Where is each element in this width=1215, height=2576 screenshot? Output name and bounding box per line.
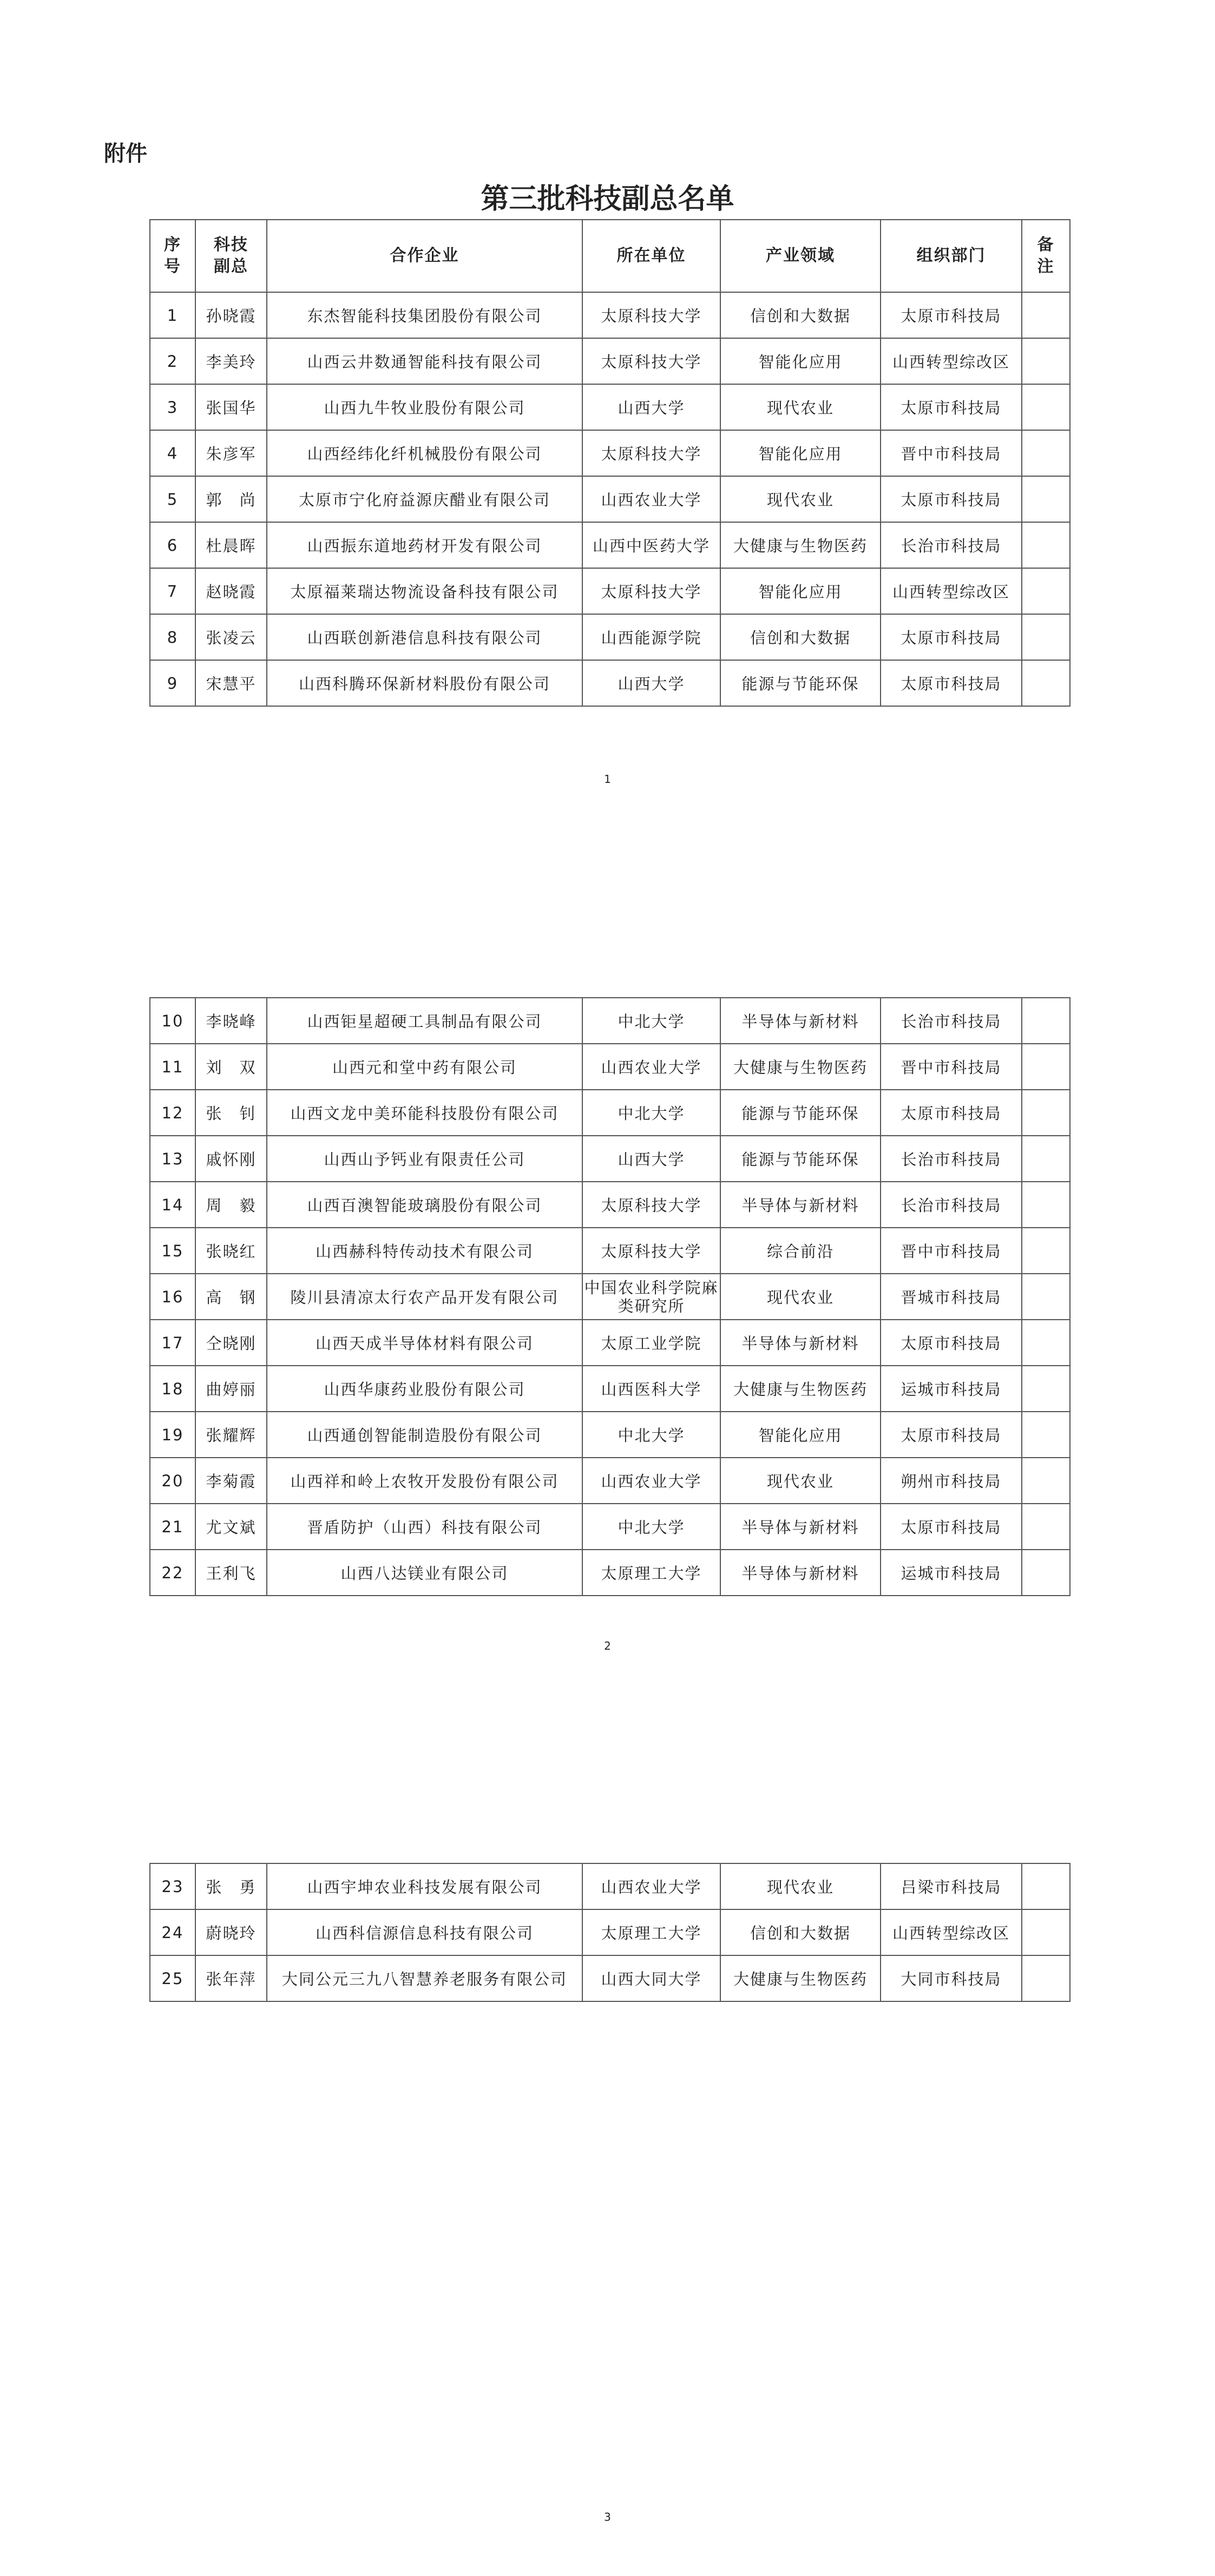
cell-enterprise: 大同公元三九八智慧养老服务有限公司: [267, 1955, 582, 2001]
table-row: [150, 1909, 1070, 1955]
cell-enterprise: 山西云井数通智能科技有限公司: [267, 338, 582, 384]
table-row: [150, 614, 1070, 660]
cell-unit: 山西大学: [582, 1136, 720, 1182]
cell-field: 大健康与生物医药: [720, 522, 881, 568]
cell-remark: [1022, 1274, 1070, 1320]
table-row: [150, 568, 1070, 614]
cell-enterprise: 太原福莱瑞达物流设备科技有限公司: [267, 568, 582, 614]
document-title: 第三批科技副总名单: [481, 182, 734, 215]
table-row: [150, 1044, 1070, 1090]
cell-enterprise: 山西科腾环保新材料股份有限公司: [267, 660, 582, 706]
cell-no: 9: [150, 660, 195, 706]
cell-name: 郭 尚: [195, 476, 267, 522]
vp-table-page-3: [149, 1863, 1070, 2002]
cell-remark: [1022, 1863, 1070, 1909]
table-row: [150, 1504, 1070, 1550]
table-row: [150, 1458, 1070, 1504]
cell-no: 12: [150, 1090, 195, 1136]
cell-name: 张耀辉: [195, 1412, 267, 1458]
cell-unit: 太原理工大学: [582, 1909, 720, 1955]
cell-no: 24: [150, 1909, 195, 1955]
cell-unit: 太原科技大学: [582, 1228, 720, 1274]
cell-field: 半导体与新材料: [720, 1182, 881, 1228]
cell-org: 太原市科技局: [881, 1504, 1022, 1550]
header-enterprise: 合作企业: [267, 220, 582, 292]
cell-unit: 太原科技大学: [582, 292, 720, 338]
cell-no: 10: [150, 998, 195, 1044]
cell-enterprise: 山西科信源信息科技有限公司: [267, 1909, 582, 1955]
cell-remark: [1022, 522, 1070, 568]
cell-unit: 中国农业科学院麻类研究所: [582, 1274, 720, 1320]
cell-unit: 山西医科大学: [582, 1366, 720, 1412]
header-vp: 科技 副总: [195, 220, 267, 292]
cell-unit: 中北大学: [582, 1412, 720, 1458]
cell-name: 蔚晓玲: [195, 1909, 267, 1955]
cell-field: 智能化应用: [720, 338, 881, 384]
cell-unit: 太原科技大学: [582, 338, 720, 384]
cell-org: 吕梁市科技局: [881, 1863, 1022, 1909]
cell-org: 晋中市科技局: [881, 1044, 1022, 1090]
cell-field: 信创和大数据: [720, 292, 881, 338]
cell-remark: [1022, 568, 1070, 614]
cell-field: 智能化应用: [720, 430, 881, 476]
cell-remark: [1022, 1228, 1070, 1274]
cell-no: 7: [150, 568, 195, 614]
cell-name: 李菊霞: [195, 1458, 267, 1504]
cell-no: 23: [150, 1863, 195, 1909]
cell-field: 大健康与生物医药: [720, 1366, 881, 1412]
table-row: [150, 522, 1070, 568]
cell-no: 4: [150, 430, 195, 476]
cell-no: 22: [150, 1550, 195, 1596]
table-row: [150, 1550, 1070, 1596]
cell-org: 长治市科技局: [881, 1136, 1022, 1182]
cell-remark: [1022, 292, 1070, 338]
cell-no: 20: [150, 1458, 195, 1504]
cell-field: 半导体与新材料: [720, 1550, 881, 1596]
header-org: 组织部门: [881, 220, 1022, 292]
table-row: [150, 1320, 1070, 1366]
cell-remark: [1022, 998, 1070, 1044]
table-row: [150, 476, 1070, 522]
cell-name: 宋慧平: [195, 660, 267, 706]
cell-remark: [1022, 1412, 1070, 1458]
cell-remark: [1022, 338, 1070, 384]
cell-remark: [1022, 660, 1070, 706]
cell-field: 半导体与新材料: [720, 1320, 881, 1366]
table-row: [150, 1955, 1070, 2001]
cell-field: 能源与节能环保: [720, 1136, 881, 1182]
table-row: [150, 1274, 1070, 1320]
cell-unit: 中北大学: [582, 1090, 720, 1136]
cell-org: 太原市科技局: [881, 1090, 1022, 1136]
cell-enterprise: 山西元和堂中药有限公司: [267, 1044, 582, 1090]
cell-unit: 山西大学: [582, 384, 720, 430]
cell-no: 3: [150, 384, 195, 430]
cell-enterprise: 太原市宁化府益源庆醋业有限公司: [267, 476, 582, 522]
cell-enterprise: 山西振东道地药材开发有限公司: [267, 522, 582, 568]
page-number-3: 3: [604, 2511, 611, 2524]
table-row: [150, 660, 1070, 706]
cell-name: 高 钢: [195, 1274, 267, 1320]
cell-enterprise: 山西钜星超硬工具制品有限公司: [267, 998, 582, 1044]
cell-no: 16: [150, 1274, 195, 1320]
cell-name: 张晓红: [195, 1228, 267, 1274]
cell-no: 11: [150, 1044, 195, 1090]
cell-remark: [1022, 1504, 1070, 1550]
cell-no: 15: [150, 1228, 195, 1274]
table-header-row: [150, 220, 1070, 292]
cell-enterprise: 山西百澳智能玻璃股份有限公司: [267, 1182, 582, 1228]
cell-enterprise: 山西九牛牧业股份有限公司: [267, 384, 582, 430]
cell-enterprise: 山西联创新港信息科技有限公司: [267, 614, 582, 660]
cell-org: 长治市科技局: [881, 1182, 1022, 1228]
cell-no: 18: [150, 1366, 195, 1412]
table-row: [150, 1412, 1070, 1458]
cell-org: 大同市科技局: [881, 1955, 1022, 2001]
cell-field: 能源与节能环保: [720, 1090, 881, 1136]
cell-name: 杜晨晖: [195, 522, 267, 568]
cell-remark: [1022, 1090, 1070, 1136]
cell-field: 信创和大数据: [720, 1909, 881, 1955]
cell-field: 半导体与新材料: [720, 998, 881, 1044]
cell-name: 孙晓霞: [195, 292, 267, 338]
cell-enterprise: 山西文龙中美环能科技股份有限公司: [267, 1090, 582, 1136]
cell-remark: [1022, 1044, 1070, 1090]
cell-no: 1: [150, 292, 195, 338]
cell-unit: 山西大同大学: [582, 1955, 720, 2001]
cell-enterprise: 山西八达镁业有限公司: [267, 1550, 582, 1596]
cell-enterprise: 山西赫科特传动技术有限公司: [267, 1228, 582, 1274]
cell-field: 半导体与新材料: [720, 1504, 881, 1550]
cell-enterprise: 山西通创智能制造股份有限公司: [267, 1412, 582, 1458]
cell-remark: [1022, 1550, 1070, 1596]
header-unit: 所在单位: [582, 220, 720, 292]
cell-name: 张 勇: [195, 1863, 267, 1909]
cell-enterprise: 山西宇坤农业科技发展有限公司: [267, 1863, 582, 1909]
cell-name: 朱彦军: [195, 430, 267, 476]
table-row: [150, 1136, 1070, 1182]
cell-name: 张 钊: [195, 1090, 267, 1136]
annex-label: 附件: [104, 141, 147, 166]
cell-unit: 山西农业大学: [582, 1458, 720, 1504]
table-row: [150, 1090, 1070, 1136]
table-row: [150, 338, 1070, 384]
table-row: [150, 292, 1070, 338]
cell-org: 太原市科技局: [881, 1412, 1022, 1458]
cell-name: 尤文斌: [195, 1504, 267, 1550]
cell-field: 现代农业: [720, 476, 881, 522]
cell-remark: [1022, 1458, 1070, 1504]
cell-remark: [1022, 384, 1070, 430]
cell-name: 张国华: [195, 384, 267, 430]
cell-field: 现代农业: [720, 1274, 881, 1320]
cell-remark: [1022, 1909, 1070, 1955]
cell-name: 张年萍: [195, 1955, 267, 2001]
cell-no: 8: [150, 614, 195, 660]
cell-remark: [1022, 1955, 1070, 2001]
header-field: 产业领域: [720, 220, 881, 292]
cell-no: 14: [150, 1182, 195, 1228]
cell-org: 山西转型综改区: [881, 1909, 1022, 1955]
cell-field: 综合前沿: [720, 1228, 881, 1274]
cell-no: 19: [150, 1412, 195, 1458]
cell-enterprise: 山西华康药业股份有限公司: [267, 1366, 582, 1412]
cell-field: 现代农业: [720, 384, 881, 430]
cell-unit: 太原理工大学: [582, 1550, 720, 1596]
cell-field: 信创和大数据: [720, 614, 881, 660]
table-row: [150, 1366, 1070, 1412]
cell-name: 张凌云: [195, 614, 267, 660]
cell-org: 太原市科技局: [881, 292, 1022, 338]
cell-org: 长治市科技局: [881, 522, 1022, 568]
cell-unit: 山西大学: [582, 660, 720, 706]
cell-field: 大健康与生物医药: [720, 1044, 881, 1090]
page-number-2: 2: [604, 1639, 611, 1652]
cell-remark: [1022, 1320, 1070, 1366]
cell-name: 李美玲: [195, 338, 267, 384]
page-number-1: 1: [604, 773, 611, 786]
cell-field: 智能化应用: [720, 568, 881, 614]
cell-name: 李晓峰: [195, 998, 267, 1044]
cell-no: 13: [150, 1136, 195, 1182]
cell-org: 太原市科技局: [881, 660, 1022, 706]
table-row: [150, 1182, 1070, 1228]
cell-name: 王利飞: [195, 1550, 267, 1596]
cell-field: 现代农业: [720, 1458, 881, 1504]
table-row: [150, 384, 1070, 430]
cell-org: 长治市科技局: [881, 998, 1022, 1044]
cell-enterprise: 山西祥和岭上农牧开发股份有限公司: [267, 1458, 582, 1504]
cell-remark: [1022, 614, 1070, 660]
cell-enterprise: 东杰智能科技集团股份有限公司: [267, 292, 582, 338]
cell-org: 太原市科技局: [881, 1320, 1022, 1366]
cell-no: 5: [150, 476, 195, 522]
cell-org: 晋中市科技局: [881, 430, 1022, 476]
cell-name: 刘 双: [195, 1044, 267, 1090]
cell-enterprise: 晋盾防护（山西）科技有限公司: [267, 1504, 582, 1550]
cell-enterprise: 山西山予钙业有限责任公司: [267, 1136, 582, 1182]
table-row: [150, 1863, 1070, 1909]
cell-remark: [1022, 430, 1070, 476]
cell-org: 山西转型综改区: [881, 338, 1022, 384]
cell-name: 戚怀刚: [195, 1136, 267, 1182]
cell-unit: 山西农业大学: [582, 1863, 720, 1909]
cell-remark: [1022, 1366, 1070, 1412]
vp-table-page-1: [149, 219, 1070, 707]
cell-enterprise: 山西天成半导体材料有限公司: [267, 1320, 582, 1366]
cell-org: 晋城市科技局: [881, 1274, 1022, 1320]
cell-unit: 太原科技大学: [582, 568, 720, 614]
header-no: 序 号: [150, 220, 195, 292]
cell-unit: 太原科技大学: [582, 1182, 720, 1228]
cell-enterprise: 山西经纬化纤机械股份有限公司: [267, 430, 582, 476]
cell-org: 晋中市科技局: [881, 1228, 1022, 1274]
cell-no: 25: [150, 1955, 195, 2001]
cell-org: 太原市科技局: [881, 384, 1022, 430]
header-remark: 备 注: [1022, 220, 1070, 292]
cell-unit: 太原科技大学: [582, 430, 720, 476]
cell-name: 仝晓刚: [195, 1320, 267, 1366]
cell-unit: 山西能源学院: [582, 614, 720, 660]
cell-org: 山西转型综改区: [881, 568, 1022, 614]
cell-remark: [1022, 1182, 1070, 1228]
cell-org: 运城市科技局: [881, 1366, 1022, 1412]
cell-no: 2: [150, 338, 195, 384]
cell-unit: 太原工业学院: [582, 1320, 720, 1366]
table-row: [150, 430, 1070, 476]
table-row: [150, 998, 1070, 1044]
cell-org: 运城市科技局: [881, 1550, 1022, 1596]
cell-unit: 山西农业大学: [582, 476, 720, 522]
cell-no: 21: [150, 1504, 195, 1550]
cell-name: 周 毅: [195, 1182, 267, 1228]
cell-unit: 中北大学: [582, 998, 720, 1044]
cell-field: 智能化应用: [720, 1412, 881, 1458]
vp-table-page-2: [149, 997, 1070, 1596]
cell-org: 太原市科技局: [881, 476, 1022, 522]
cell-org: 朔州市科技局: [881, 1458, 1022, 1504]
cell-no: 6: [150, 522, 195, 568]
cell-name: 赵晓霞: [195, 568, 267, 614]
cell-field: 大健康与生物医药: [720, 1955, 881, 2001]
cell-enterprise: 陵川县清凉太行农产品开发有限公司: [267, 1274, 582, 1320]
cell-name: 曲婷丽: [195, 1366, 267, 1412]
cell-unit: 中北大学: [582, 1504, 720, 1550]
cell-field: 现代农业: [720, 1863, 881, 1909]
cell-field: 能源与节能环保: [720, 660, 881, 706]
cell-remark: [1022, 476, 1070, 522]
table-row: [150, 1228, 1070, 1274]
cell-org: 太原市科技局: [881, 614, 1022, 660]
cell-remark: [1022, 1136, 1070, 1182]
cell-unit: 山西中医药大学: [582, 522, 720, 568]
cell-no: 17: [150, 1320, 195, 1366]
cell-unit: 山西农业大学: [582, 1044, 720, 1090]
